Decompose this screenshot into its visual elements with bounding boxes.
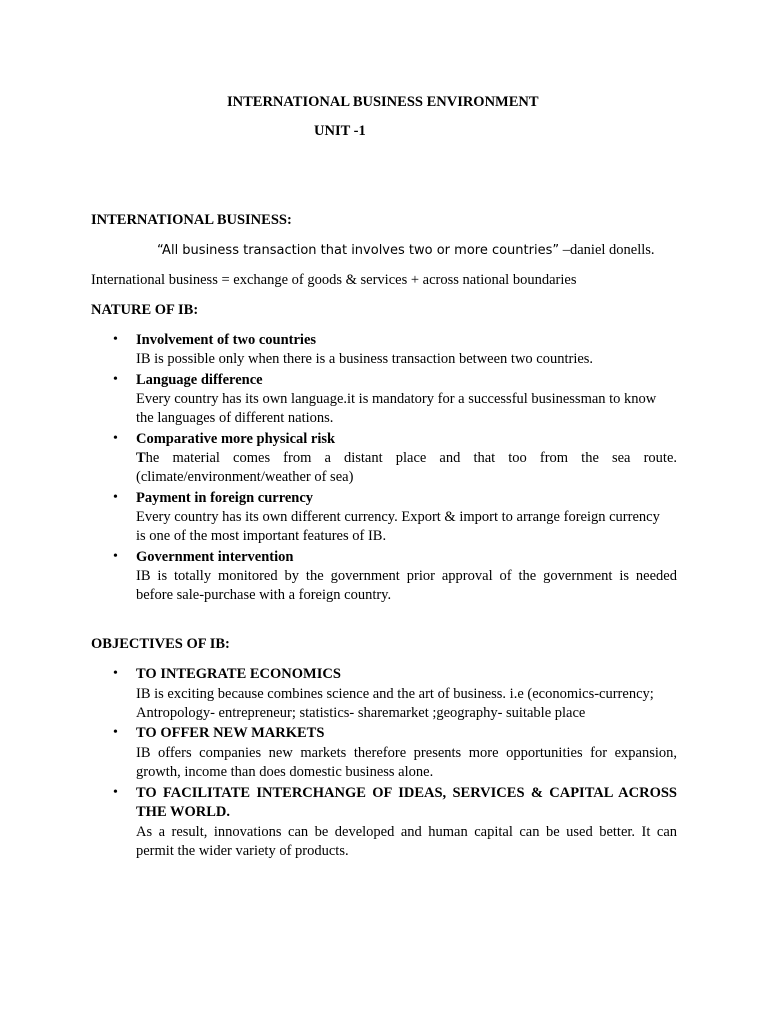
- nature-item-title: Government intervention: [136, 549, 294, 565]
- unit-label: UNIT -1: [314, 123, 366, 139]
- drop-letter: T: [136, 450, 146, 466]
- objective-item-text: As a result, innovations can be developed and human capital can be used better. It can: [136, 824, 677, 840]
- nature-item-text: (climate/environment/weather of sea): [136, 469, 354, 485]
- objective-item-text: permit the wider variety of products.: [136, 843, 349, 859]
- nature-item-text: [136, 449, 677, 467]
- quote-author: –daniel donells.: [559, 242, 655, 258]
- bullet-icon: •: [113, 785, 118, 800]
- nature-item-text: the languages of different nations.: [136, 410, 334, 426]
- bullet-icon: •: [113, 666, 118, 681]
- definition-formula: International business = exchange of goods & services + across national boundaries: [91, 272, 577, 288]
- nature-item-title: Language difference: [136, 372, 263, 388]
- nature-item-text: IB is totally monitored by the government prior approval of the government is needed: [136, 568, 677, 584]
- bullet-icon: •: [113, 372, 118, 387]
- objective-item-title: THE WORLD.: [136, 804, 231, 820]
- nature-item-text: Every country has its own language.it is mandatory for a successful businessman to know: [136, 391, 657, 407]
- bullet-icon: •: [113, 549, 118, 564]
- definition-quote: [157, 241, 655, 260]
- document-title: INTERNATIONAL BUSINESS ENVIRONMENT: [227, 94, 539, 110]
- objective-item-title: TO FACILITATE INTERCHANGE OF IDEAS, SERVICES & CAPITAL ACROSS: [136, 785, 677, 801]
- nature-item-title: Payment in foreign currency: [136, 490, 314, 506]
- section-heading-nature: NATURE OF IB:: [91, 302, 199, 318]
- quote-text: “All business transaction that involves two or more countries”: [157, 243, 560, 258]
- objective-item-title: TO OFFER NEW MARKETS: [136, 725, 325, 741]
- objective-item-text: IB offers companies new markets therefore presents more opportunities for expansion,: [136, 745, 677, 761]
- section-heading-objectives: OBJECTIVES OF IB:: [91, 636, 230, 652]
- objective-item-text: Antropology- entrepreneur; statistics- sharemarket ;geography- suitable place: [136, 705, 586, 721]
- nature-item-text-rest: he material comes from a distant place and that too from the sea route.: [145, 450, 677, 466]
- nature-item-title: Comparative more physical risk: [136, 431, 336, 447]
- nature-item-text: IB is possible only when there is a business transaction between two countries.: [136, 351, 594, 367]
- bullet-icon: •: [113, 490, 118, 505]
- section-heading-international-business: INTERNATIONAL BUSINESS:: [91, 212, 292, 228]
- bullet-icon: •: [113, 725, 118, 740]
- nature-item-title: Involvement of two countries: [136, 332, 317, 348]
- nature-item-text: is one of the most important features of IB.: [136, 528, 387, 544]
- nature-item-text: before sale-purchase with a foreign country.: [136, 587, 392, 603]
- bullet-icon: •: [113, 332, 118, 347]
- bullet-icon: •: [113, 431, 118, 446]
- objective-item-text: IB is exciting because combines science and the art of business. i.e (economics-currency;: [136, 686, 654, 702]
- nature-item-text: Every country has its own different currency. Export & import to arrange foreign currency: [136, 509, 660, 525]
- objective-item-text: growth, income than does domestic business alone.: [136, 764, 434, 780]
- objective-item-title: TO INTEGRATE ECONOMICS: [136, 666, 341, 682]
